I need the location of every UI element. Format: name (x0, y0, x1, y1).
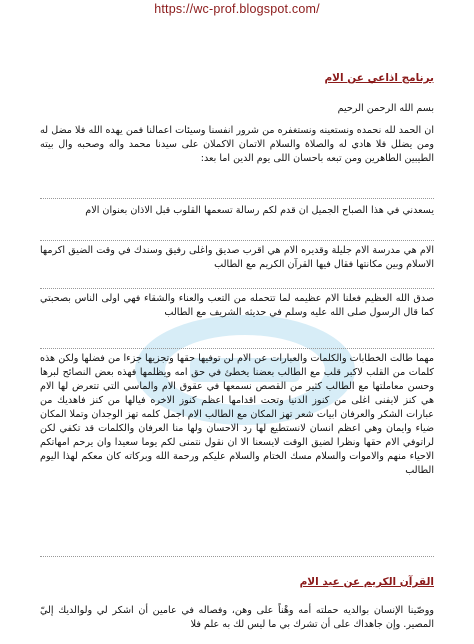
divider (40, 198, 434, 199)
section-title: برنامج اذاعي عن الام (324, 72, 434, 84)
paragraph-2: الام هي مدرسة الام جليلة وقديره الام هي اقرب صديق واغلى رفيق وسندك في وقت الضيق اكرمها الاسلام وبين مكانتها فقال فيها القرآن الكريم مع الطالب (40, 245, 434, 270)
paragraph-intro: ان الحمد لله نحمده ونستعينه ونستغفره من شرور انفسنا وسيئات اعمالنا فمن يهده الله فلا مضل له ومن يضلل فلا هادي له والصلاة والسلام الاتمان الاكملان على سيدنا محمد واله وصحبه وال بيته الطيبين الطاهرين ومن تبعه باحسان اللى يوم الدين اما بعد: (40, 125, 434, 164)
divider (40, 240, 434, 241)
section-title-2: القرآن الكريم عن عيد الام (299, 576, 434, 588)
paragraph-1: يسعدني في هذا الصباح الجميل ان قدم لكم رسالة تسعمها القلوب قبل الاذان بعنوان الام (85, 205, 434, 216)
divider (40, 556, 434, 557)
divider (40, 288, 434, 289)
page-url[interactable]: https://wc-prof.blogspot.com/ (154, 2, 320, 16)
paragraph-3: صدق الله العظيم فعلنا الام عظيمه لما تتحمله من التعب والعناء والشقاء فهي اولى الناس بصحبتي كما قال الرسول صلى الله عليه وسلم في حديثه الشريف مع الطالب (40, 293, 434, 318)
quran-verse: ووصّينا الإنسان بوالديه حملته أمه وهْناً على وهن، وفصاله في عامين أن اشكر لي ولوالديك إليّ المصير. وإن جاهداك على أن تشرك بي ما ليس لك به علم فلا (40, 605, 434, 630)
divider (40, 348, 434, 349)
paragraph-4: مهما طالت الخطابات والكلمات والعبارات عن الام لن توفيها حقها وتجزيها جزءا من فضلها ولكن هذه كلمات من القلب لاكبر قلب مع الطالب بعضنا يخطئ في حق امه ويظلمها فهذه بعض النصائح لبرها وحسن معاملتها مع الطالب كثير من القصص نسمعها في عقوق الام والماسي التي تتعرض لها الام هي كنز لايفنى اغلى من كنوز الدنيا وتحت اقدامها اعظم كنوز الاخره فيالها من كنز فاهديك من عبارات الشكر والعرفان ابيات شعر تهز المكان مع الطالب الام اجمل كلمه تهز الوجدان وتملا المكان ضياء وايمان وهي اعظم انسان لانستطيع لها رد الاحسان ولها منا العرفان والكلمات قد تكفي لكن لراتوفي الام حقها ونظرا لضيق الوقت لايسعنا الا ان نقول نتمنى لكم يوما سعيدا وان يرحم امهاتكم الاحياء منهم والاموات والسلام مسك الختام والسلام عليكم ورحمة الله وبركاته كان معكم لهذا اليوم الطالب (40, 353, 434, 476)
basmala: بسم الله الرحمن الرحيم (337, 103, 434, 114)
